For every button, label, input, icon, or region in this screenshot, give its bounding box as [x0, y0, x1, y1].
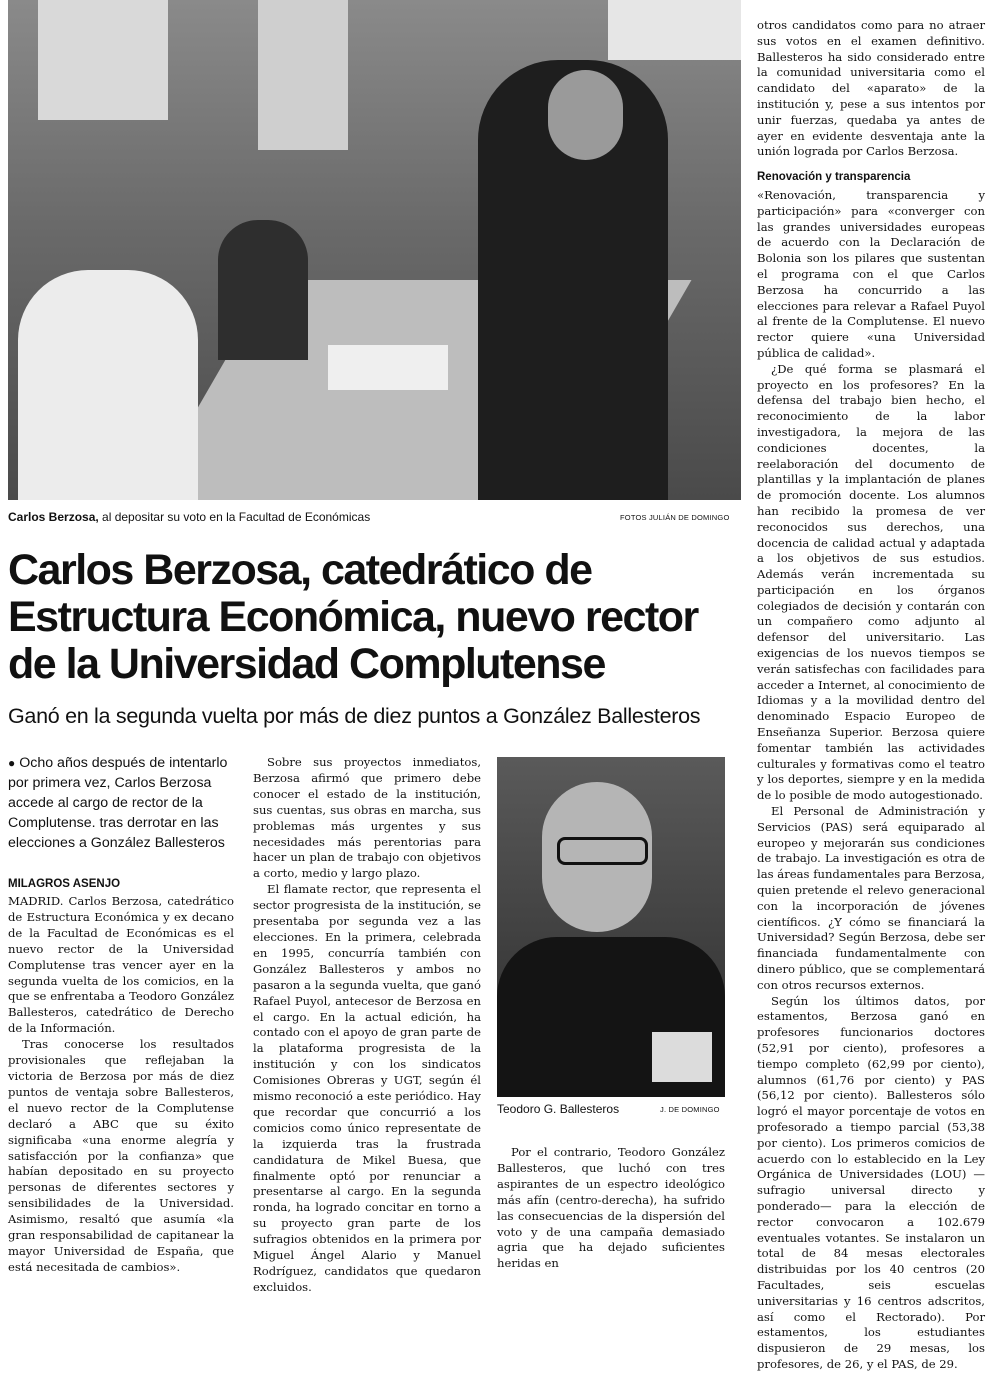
main-photo-credit: FOTOS JULIÁN DE DOMINGO	[620, 513, 730, 522]
paragraph: Sobre sus proyectos inmediatos, Berzosa afirmó que primero debe conocer el estado de la institución, sus cuentas, sus obras en marcha, sus problemas más urgentes y sus necesidades más perentorias para hacer un plan de trabajo con objetivos a corto, medio y largo plazo.	[253, 755, 481, 881]
subheadline: Ganó en la segunda vuelta por más de diez puntos a González Ballesteros	[8, 704, 701, 728]
paragraph: El flamate rector, que representa el sector progresista de la institución, se presentaba por segunda vez a las elecciones. En la primera, celebrada en 1995, concurría también con González Ballesteros y ambos no pasaron a la segunda vuelta, que ganó Rafael Puyol, antecesor de Berzosa en el cargo. En la actual edición, ha contado con el apoyo de gran parte de la plataforma progresista de la institución y con los sindicatos Comisiones Obreras y UGT, según él mismo reconoció a este periódico. Hay que recordar que concurrió a los comicios como único representate de la izquierda tras la frustrada candidatura de Mikel Buesa, que finalmente optó por renunciar a presentarse al cargo. En la segunda ronda, ha logrado concitar en torno a su proyecto gran parte de los sufragios obtenidos en la primera por Miguel Ángel Alario y Manuel Rodríguez, candidatos que quedaron excluidos.	[253, 882, 481, 1294]
ballesteros-credit: J. DE DOMINGO	[660, 1105, 720, 1114]
person-seated-left	[18, 270, 198, 500]
headline: Carlos Berzosa, catedrático de Estructura Económica, nuevo rector de la Universidad Complutense	[8, 546, 698, 688]
main-photo	[8, 0, 741, 500]
column-2	[253, 755, 481, 1296]
column-4	[757, 18, 985, 1373]
ballot-box	[328, 345, 448, 390]
paragraph: «Renovación, transparencia y participación» para «converger con las grandes universidades europeas de acuerdo con la Declaración de Bolonia son los pilares que sustentan el programa con el que Carlos Berzosa ha concurrido a las elecciones para relevar a Rafael Puyol al frente de la Complutense. El nuevo rector quiere «una Universidad pública de calidad».	[757, 187, 985, 360]
window-mid	[258, 0, 348, 150]
column-1	[8, 894, 234, 1276]
portrait-cuff	[652, 1032, 712, 1082]
main-photo-caption	[8, 510, 370, 524]
person-standing-face	[548, 70, 623, 160]
section-subhead: Renovación y transparencia	[757, 171, 911, 184]
lede-text: Ocho años después de intentarlo por primera vez, Carlos Berzosa accede al cargo de rector de la Complutense. tras derrotar en las elecciones a González Ballesteros	[8, 755, 228, 851]
paragraph: Por el contrario, Teodoro González Ballesteros, que luchó con tres aspirantes de un espectro ideológico más afín (centro-derecha), ha sufrido las consecuencias de la dispersión del voto y de una campaña demasiado agria que ha dejado suficientes heridas en	[497, 1145, 725, 1271]
caption-name: Carlos Berzosa,	[8, 510, 99, 524]
window-right	[608, 0, 741, 60]
paragraph: otros candidatos como para no atraer sus votos en el examen definitivo. Ballesteros ha sido considerado entre la comunidad universitaria como el candidato del «aparato» de la institución y, pese a sus intentos por unir fuerzas, quedaba ya antes de ayer en evidente desventaja ante la unión lograda por Carlos Berzosa.	[757, 18, 985, 159]
column-3	[497, 1145, 725, 1272]
paragraph: Según los últimos datos, por estamentos, Berzosa ganó en profesores funcionarios doctores (52,91 por ciento), profesores a tiempo completo (62,99 por ciento), alumnos (61,76 por ciento) y PAS (56,12 por ciento). Ballesteros sólo logró el mayor porcentaje de votos en profesorado a tiempo parcial (53,38 por ciento). Los primeros comicios de acuerdo con lo establecido en la Ley Orgánica de Universidades (LOU) —sufragio universal directo y ponderado— para la elección de rector convocaron a 102.679 eventuales votantes. Se instalaron un total de 84 mesas electorales distribuidas por los 40 centros (20 Facultades, seis escuelas universitarias y 16 centros adscritos, así como el Rectorado). Por estamentos, los estudiantes dispusieron de 29 mesas, los profesores, de 26, y el PAS, de 29.	[757, 993, 985, 1371]
paragraph: MADRID. Carlos Berzosa, catedrático de Estructura Económica y ex decano de la Facultad de Económicas es el nuevo rector de la Universidad Complutense tras vencer ayer en la segunda vuelta de los comicios, en la que se enfrentaba a Teodoro González Ballesteros, catedrático de Derecho de la Información.	[8, 894, 234, 1036]
ballesteros-caption: Teodoro G. Ballesteros	[497, 1102, 620, 1116]
window-left	[38, 0, 168, 120]
paragraph: ¿De qué forma se plasmará el proyecto en los profesores? En la defensa del trabajo bien hecho, el reconocimiento de la labor investigadora, la mejora de las condiciones docentes, la reelaboración del documento de plantillas y la implantación de planes de promoción docente. Los alumnos han recibido la promesa de ver reconocidos sus derechos, una docencia de calidad actual y adaptada a los objetivos de sus estudios. Además verán incrementada su participación en los órganos colegiados de decisión y contarán con un compañero como adjunto al defensor del universitario. Las exigencias de los nuevos tiempos se verán satisfechas con facilidades para acceder a Internet, al conocimiento de Idiomas y a la movilidad dentro del denominado Espacio Europeo de Enseñanza Superior. Berzosa quiere fomentar también las actividades culturales y formativas como el teatro y los deportes, siempre y en la medida de lo posible de modo autogestionado.	[757, 361, 985, 803]
lede	[8, 753, 234, 853]
paragraph: El Personal de Administración y Servicios (PAS) será equiparado al europeo y mejorarán sus condiciones de trabajo. La investigación es otra de las áreas fundamentales para Berzosa, quien pretende el relevo generacional con la incorporación de jóvenes científicos. ¿Y cómo se financiará la Universidad? Según Berzosa, debe ser financiada fundamentalmente con dinero público, que se complementará con otros recursos externos.	[757, 804, 985, 992]
portrait-glasses	[557, 837, 648, 865]
caption-text: al depositar su voto en la Facultad de Económicas	[98, 510, 371, 524]
person-seated-mid	[218, 220, 308, 360]
bullet-icon: ●	[8, 756, 16, 770]
ballesteros-photo	[497, 757, 725, 1097]
byline: MILAGROS ASENJO	[8, 878, 121, 890]
paragraph: Tras conocerse los resultados provisionales que reflejaban la victoria de Berzosa por más de diez puntos de ventaja sobre Ballesteros, el nuevo rector de la Complutense declaró a ABC que su éxito significaba «una enorme alegría y satisfacción por la confianza» que habían depositado en su proyecto personas de diferentes sectores y sensibilidades de la Universidad. Asimismo, resaltó que asumía «la gran responsabilidad de capitanear la mayor Universidad de España, que está necesitada de cambios».	[8, 1037, 234, 1274]
